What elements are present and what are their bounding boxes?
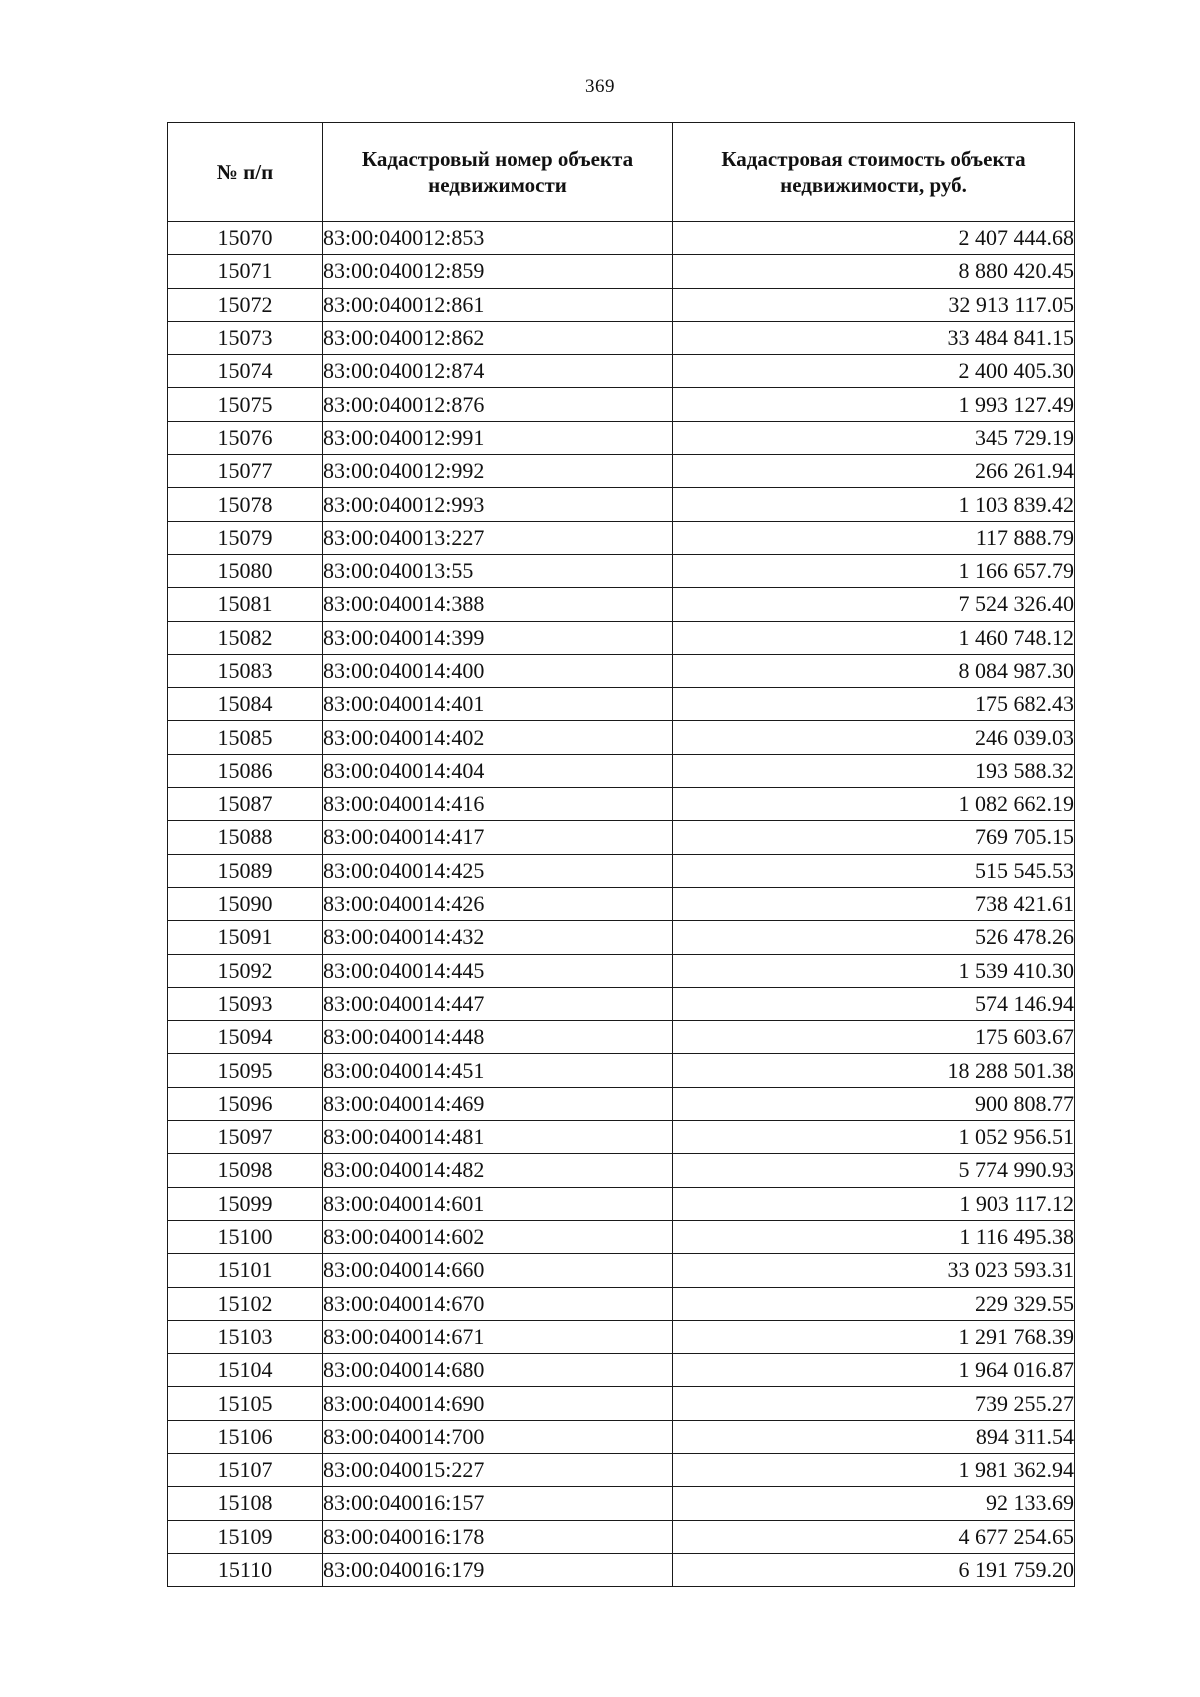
cadastral-value-table xyxy=(167,122,1075,1587)
cadastral-value-cell: 117 888.79 xyxy=(673,521,1075,554)
cadastral-value-cell: 175 682.43 xyxy=(673,688,1075,721)
cadastral-number-cell: 83:00:040014:469 xyxy=(323,1087,673,1120)
cadastral-value-cell: 345 729.19 xyxy=(673,421,1075,454)
cadastral-number-cell: 83:00:040012:876 xyxy=(323,388,673,421)
row-number-cell: 15094 xyxy=(168,1021,323,1054)
cadastral-value-cell: 1 082 662.19 xyxy=(673,788,1075,821)
row-number-cell: 15074 xyxy=(168,355,323,388)
row-number-cell: 15078 xyxy=(168,488,323,521)
table-row xyxy=(168,1520,1075,1553)
row-number-cell: 15084 xyxy=(168,688,323,721)
cadastral-value-cell: 2 407 444.68 xyxy=(673,222,1075,255)
row-number-cell: 15083 xyxy=(168,654,323,687)
cadastral-number-cell: 83:00:040014:602 xyxy=(323,1220,673,1253)
cadastral-value-cell: 18 288 501.38 xyxy=(673,1054,1075,1087)
cadastral-number-cell: 83:00:040012:991 xyxy=(323,421,673,454)
row-number-cell: 15072 xyxy=(168,288,323,321)
cadastral-number-cell: 83:00:040012:861 xyxy=(323,288,673,321)
table-row xyxy=(168,788,1075,821)
cadastral-number-cell: 83:00:040016:178 xyxy=(323,1520,673,1553)
table-row xyxy=(168,1054,1075,1087)
row-number-cell: 15103 xyxy=(168,1320,323,1353)
row-number-cell: 15085 xyxy=(168,721,323,754)
header-cadastral-value xyxy=(673,123,1075,222)
table-row xyxy=(168,355,1075,388)
cadastral-number-cell: 83:00:040012:993 xyxy=(323,488,673,521)
row-number-cell: 15091 xyxy=(168,921,323,954)
table-row xyxy=(168,621,1075,654)
row-number-cell: 15071 xyxy=(168,255,323,288)
row-number-cell: 15097 xyxy=(168,1121,323,1154)
cadastral-value-cell: 1 903 117.12 xyxy=(673,1187,1075,1220)
cadastral-number-cell: 83:00:040014:670 xyxy=(323,1287,673,1320)
table-row xyxy=(168,1553,1075,1586)
row-number-cell: 15102 xyxy=(168,1287,323,1320)
cadastral-number-cell: 83:00:040014:426 xyxy=(323,887,673,920)
cadastral-value-cell: 900 808.77 xyxy=(673,1087,1075,1120)
cadastral-value-cell: 92 133.69 xyxy=(673,1487,1075,1520)
row-number-cell: 15095 xyxy=(168,1054,323,1087)
cadastral-value-cell: 574 146.94 xyxy=(673,987,1075,1020)
cadastral-value-cell: 739 255.27 xyxy=(673,1387,1075,1420)
table-row xyxy=(168,1121,1075,1154)
table-row xyxy=(168,455,1075,488)
cadastral-value-cell: 1 166 657.79 xyxy=(673,554,1075,587)
cadastral-number-cell: 83:00:040014:399 xyxy=(323,621,673,654)
row-number-cell: 15077 xyxy=(168,455,323,488)
cadastral-number-cell: 83:00:040014:680 xyxy=(323,1354,673,1387)
cadastral-number-cell: 83:00:040014:448 xyxy=(323,1021,673,1054)
header-cadastral-value-line2: недвижимости, руб. xyxy=(780,173,967,197)
table-row xyxy=(168,1487,1075,1520)
table-row xyxy=(168,255,1075,288)
table-row xyxy=(168,688,1075,721)
cadastral-number-cell: 83:00:040013:55 xyxy=(323,554,673,587)
cadastral-number-cell: 83:00:040014:432 xyxy=(323,921,673,954)
cadastral-number-cell: 83:00:040014:402 xyxy=(323,721,673,754)
cadastral-value-cell: 193 588.32 xyxy=(673,754,1075,787)
table-row xyxy=(168,721,1075,754)
row-number-cell: 15087 xyxy=(168,788,323,821)
table-row xyxy=(168,421,1075,454)
cadastral-value-cell: 1 052 956.51 xyxy=(673,1121,1075,1154)
cadastral-number-cell: 83:00:040012:859 xyxy=(323,255,673,288)
row-number-cell: 15088 xyxy=(168,821,323,854)
row-number-cell: 15104 xyxy=(168,1354,323,1387)
header-cadastral-number xyxy=(323,123,673,222)
row-number-cell: 15096 xyxy=(168,1087,323,1120)
cadastral-number-cell: 83:00:040014:601 xyxy=(323,1187,673,1220)
cadastral-value-cell: 526 478.26 xyxy=(673,921,1075,954)
cadastral-number-cell: 83:00:040016:157 xyxy=(323,1487,673,1520)
cadastral-number-cell: 83:00:040014:400 xyxy=(323,654,673,687)
cadastral-number-cell: 83:00:040014:660 xyxy=(323,1254,673,1287)
cadastral-number-cell: 83:00:040014:416 xyxy=(323,788,673,821)
cadastral-number-cell: 83:00:040016:179 xyxy=(323,1553,673,1586)
table-row xyxy=(168,588,1075,621)
cadastral-number-cell: 83:00:040012:853 xyxy=(323,222,673,255)
cadastral-value-cell: 1 291 768.39 xyxy=(673,1320,1075,1353)
row-number-cell: 15092 xyxy=(168,954,323,987)
cadastral-value-cell: 5 774 990.93 xyxy=(673,1154,1075,1187)
row-number-cell: 15073 xyxy=(168,321,323,354)
cadastral-number-cell: 83:00:040014:690 xyxy=(323,1387,673,1420)
row-number-cell: 15105 xyxy=(168,1387,323,1420)
table-row xyxy=(168,1387,1075,1420)
cadastral-value-cell: 229 329.55 xyxy=(673,1287,1075,1320)
table-row xyxy=(168,1354,1075,1387)
cadastral-value-cell: 266 261.94 xyxy=(673,455,1075,488)
cadastral-value-cell: 1 103 839.42 xyxy=(673,488,1075,521)
table-row xyxy=(168,821,1075,854)
row-number-cell: 15101 xyxy=(168,1254,323,1287)
cadastral-value-cell: 33 484 841.15 xyxy=(673,321,1075,354)
cadastral-number-cell: 83:00:040014:401 xyxy=(323,688,673,721)
row-number-cell: 15076 xyxy=(168,421,323,454)
table-row xyxy=(168,1154,1075,1187)
table-row xyxy=(168,388,1075,421)
table-row xyxy=(168,1021,1075,1054)
table-row xyxy=(168,288,1075,321)
row-number-cell: 15108 xyxy=(168,1487,323,1520)
cadastral-number-cell: 83:00:040014:482 xyxy=(323,1154,673,1187)
cadastral-number-cell: 83:00:040014:404 xyxy=(323,754,673,787)
cadastral-value-cell: 1 981 362.94 xyxy=(673,1453,1075,1486)
table-row xyxy=(168,921,1075,954)
cadastral-value-cell: 8 880 420.45 xyxy=(673,255,1075,288)
cadastral-value-cell: 1 964 016.87 xyxy=(673,1354,1075,1387)
row-number-cell: 15081 xyxy=(168,588,323,621)
cadastral-value-cell: 738 421.61 xyxy=(673,887,1075,920)
table-row xyxy=(168,1187,1075,1220)
table-row xyxy=(168,654,1075,687)
cadastral-value-cell: 894 311.54 xyxy=(673,1420,1075,1453)
row-number-cell: 15110 xyxy=(168,1553,323,1586)
cadastral-value-cell: 33 023 593.31 xyxy=(673,1254,1075,1287)
row-number-cell: 15070 xyxy=(168,222,323,255)
cadastral-number-cell: 83:00:040014:447 xyxy=(323,987,673,1020)
cadastral-value-cell: 246 039.03 xyxy=(673,721,1075,754)
row-number-cell: 15109 xyxy=(168,1520,323,1553)
cadastral-number-cell: 83:00:040014:388 xyxy=(323,588,673,621)
header-row xyxy=(168,123,1075,222)
header-row-number-label: № п/п xyxy=(216,160,274,184)
cadastral-value-cell: 8 084 987.30 xyxy=(673,654,1075,687)
table-row xyxy=(168,1453,1075,1486)
table-row xyxy=(168,1220,1075,1253)
table-row xyxy=(168,1254,1075,1287)
header-cadastral-number-line1: Кадастровый номер объекта xyxy=(361,147,634,171)
row-number-cell: 15107 xyxy=(168,1453,323,1486)
header-cadastral-value-line1: Кадастровая стоимость объекта xyxy=(721,147,1026,171)
cadastral-value-cell: 32 913 117.05 xyxy=(673,288,1075,321)
cadastral-value-cell: 1 116 495.38 xyxy=(673,1220,1075,1253)
table-body xyxy=(168,222,1075,1587)
cadastral-value-cell: 515 545.53 xyxy=(673,854,1075,887)
cadastral-number-cell: 83:00:040014:451 xyxy=(323,1054,673,1087)
cadastral-number-cell: 83:00:040014:671 xyxy=(323,1320,673,1353)
table-row xyxy=(168,321,1075,354)
row-number-cell: 15100 xyxy=(168,1220,323,1253)
table-row xyxy=(168,1420,1075,1453)
cadastral-number-cell: 83:00:040012:992 xyxy=(323,455,673,488)
cadastral-value-cell: 6 191 759.20 xyxy=(673,1553,1075,1586)
cadastral-number-cell: 83:00:040015:227 xyxy=(323,1453,673,1486)
table-header xyxy=(168,123,1075,222)
cadastral-number-cell: 83:00:040014:425 xyxy=(323,854,673,887)
cadastral-value-cell: 4 677 254.65 xyxy=(673,1520,1075,1553)
row-number-cell: 15099 xyxy=(168,1187,323,1220)
row-number-cell: 15098 xyxy=(168,1154,323,1187)
header-row-number xyxy=(168,123,323,222)
cadastral-number-cell: 83:00:040012:874 xyxy=(323,355,673,388)
table-row xyxy=(168,754,1075,787)
cadastral-value-cell: 2 400 405.30 xyxy=(673,355,1075,388)
table-row xyxy=(168,854,1075,887)
cadastral-value-cell: 1 539 410.30 xyxy=(673,954,1075,987)
table-row xyxy=(168,554,1075,587)
row-number-cell: 15075 xyxy=(168,388,323,421)
cadastral-value-cell: 769 705.15 xyxy=(673,821,1075,854)
row-number-cell: 15089 xyxy=(168,854,323,887)
cadastral-value-cell: 1 460 748.12 xyxy=(673,621,1075,654)
table-row xyxy=(168,521,1075,554)
cadastral-number-cell: 83:00:040013:227 xyxy=(323,521,673,554)
row-number-cell: 15086 xyxy=(168,754,323,787)
cadastral-number-cell: 83:00:040014:445 xyxy=(323,954,673,987)
cadastral-number-cell: 83:00:040014:481 xyxy=(323,1121,673,1154)
cadastral-value-cell: 1 993 127.49 xyxy=(673,388,1075,421)
table-row xyxy=(168,488,1075,521)
cadastral-number-cell: 83:00:040012:862 xyxy=(323,321,673,354)
cadastral-value-cell: 7 524 326.40 xyxy=(673,588,1075,621)
row-number-cell: 15090 xyxy=(168,887,323,920)
row-number-cell: 15106 xyxy=(168,1420,323,1453)
table-row xyxy=(168,887,1075,920)
cadastral-number-cell: 83:00:040014:700 xyxy=(323,1420,673,1453)
row-number-cell: 15082 xyxy=(168,621,323,654)
page-number: 369 xyxy=(585,76,615,97)
header-cadastral-number-line2: недвижимости xyxy=(428,173,567,197)
table-row xyxy=(168,954,1075,987)
row-number-cell: 15093 xyxy=(168,987,323,1020)
row-number-cell: 15080 xyxy=(168,554,323,587)
cadastral-number-cell: 83:00:040014:417 xyxy=(323,821,673,854)
table-row xyxy=(168,1287,1075,1320)
table-row xyxy=(168,1087,1075,1120)
table-row xyxy=(168,1320,1075,1353)
table-row xyxy=(168,987,1075,1020)
cadastral-value-cell: 175 603.67 xyxy=(673,1021,1075,1054)
row-number-cell: 15079 xyxy=(168,521,323,554)
table-row xyxy=(168,222,1075,255)
